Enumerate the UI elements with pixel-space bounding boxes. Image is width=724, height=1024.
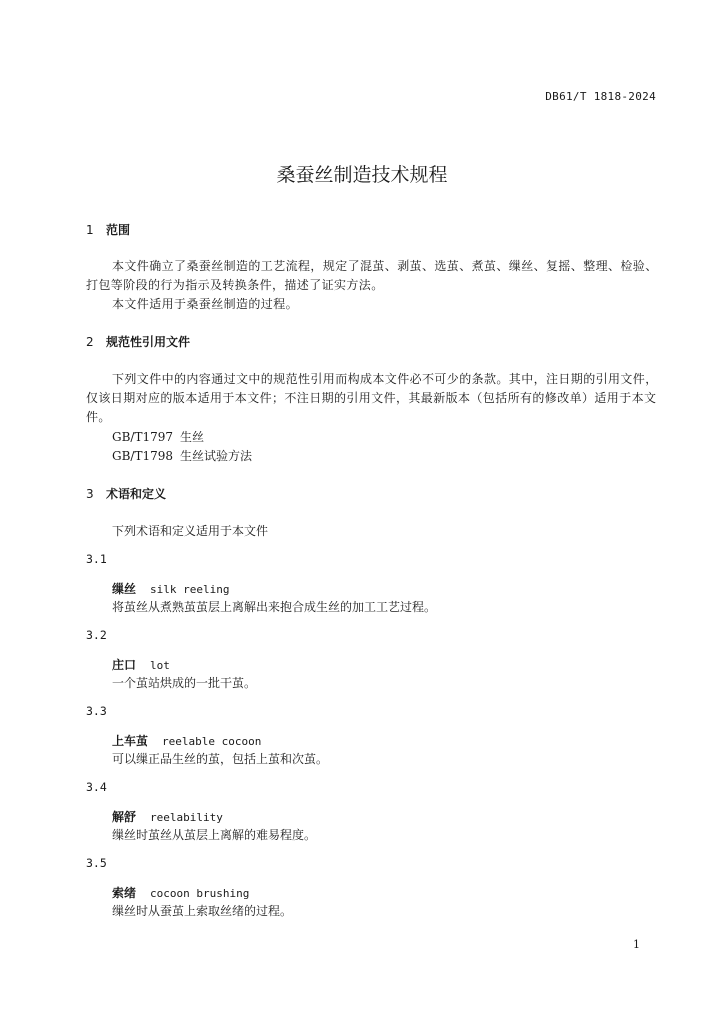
reference-name: 生丝 — [180, 430, 205, 444]
reference-name: 生丝试验方法 — [180, 449, 253, 463]
term-english: reelable cocoon — [162, 735, 262, 748]
term-chinese: 庄口 — [112, 658, 137, 672]
clause-number: 3.4 — [86, 780, 107, 794]
reference-item — [112, 447, 252, 464]
scope-paragraph-1: 本文件确立了桑蚕丝制造的工艺流程，规定了混茧、剥茧、选茧、煮茧、缫丝、复摇、整理、检验、打包等阶段的行为指示及转换条件，描述了证实方法。 — [86, 259, 658, 292]
clause-number: 3.5 — [86, 856, 107, 870]
term-definition: 缫丝时从蚕茧上索取丝绪的过程。 — [112, 904, 293, 918]
term-english: cocoon brushing — [150, 887, 250, 900]
section-number: 3 — [86, 487, 94, 501]
term-english: reelability — [150, 811, 223, 824]
term-chinese: 上车茧 — [112, 734, 149, 748]
term-entry — [112, 732, 261, 749]
reference-item — [112, 428, 204, 445]
reference-code: GB/T1798 — [112, 449, 173, 463]
term-entry — [112, 656, 170, 673]
term-definition: 可以缫正品生丝的茧，包括上茧和次茧。 — [112, 752, 329, 766]
section-heading-normative-references — [86, 333, 190, 350]
term-english: silk reeling — [150, 583, 230, 596]
clause-number: 3.3 — [86, 704, 107, 718]
term-definition: 一个茧站烘成的一批干茧。 — [112, 676, 257, 690]
term-definition: 将茧丝从煮熟茧茧层上离解出来抱合成生丝的加工工艺过程。 — [112, 600, 437, 614]
section-title: 规范性引用文件 — [106, 335, 191, 349]
term-entry — [112, 884, 249, 901]
page-number: 1 — [633, 938, 640, 951]
section-title: 术语和定义 — [106, 487, 167, 501]
term-english: lot — [150, 659, 170, 672]
clause-number: 3.2 — [86, 628, 107, 642]
terms-intro: 下列术语和定义适用于本文件 — [112, 524, 269, 538]
scope-paragraph-2: 本文件适用于桑蚕丝制造的过程。 — [112, 297, 299, 311]
term-chinese: 解舒 — [112, 810, 137, 824]
section-number: 1 — [86, 223, 94, 237]
clause-number: 3.1 — [86, 552, 107, 566]
term-entry — [112, 580, 230, 597]
reference-code: GB/T1797 — [112, 430, 173, 444]
section-heading-scope — [86, 221, 130, 238]
section-title: 范围 — [106, 223, 131, 237]
term-entry — [112, 808, 223, 825]
references-paragraph: 下列文件中的内容通过文中的规范性引用而构成本文件必不可少的条款。其中，注日期的引用文件，仅该日期对应的版本适用于本文件；不注日期的引用文件，其最新版本（包括所有的修改单）适用于本文件。 — [86, 372, 658, 424]
document-title: 桑蚕丝制造技术规程 — [276, 164, 448, 186]
term-chinese: 缫丝 — [112, 582, 137, 596]
section-heading-terms — [86, 485, 166, 502]
term-definition: 缫丝时茧丝从茧层上离解的难易程度。 — [112, 828, 317, 842]
term-chinese: 索绪 — [112, 886, 137, 900]
section-number: 2 — [86, 335, 94, 349]
document-code: DB61/T 1818-2024 — [545, 90, 656, 103]
